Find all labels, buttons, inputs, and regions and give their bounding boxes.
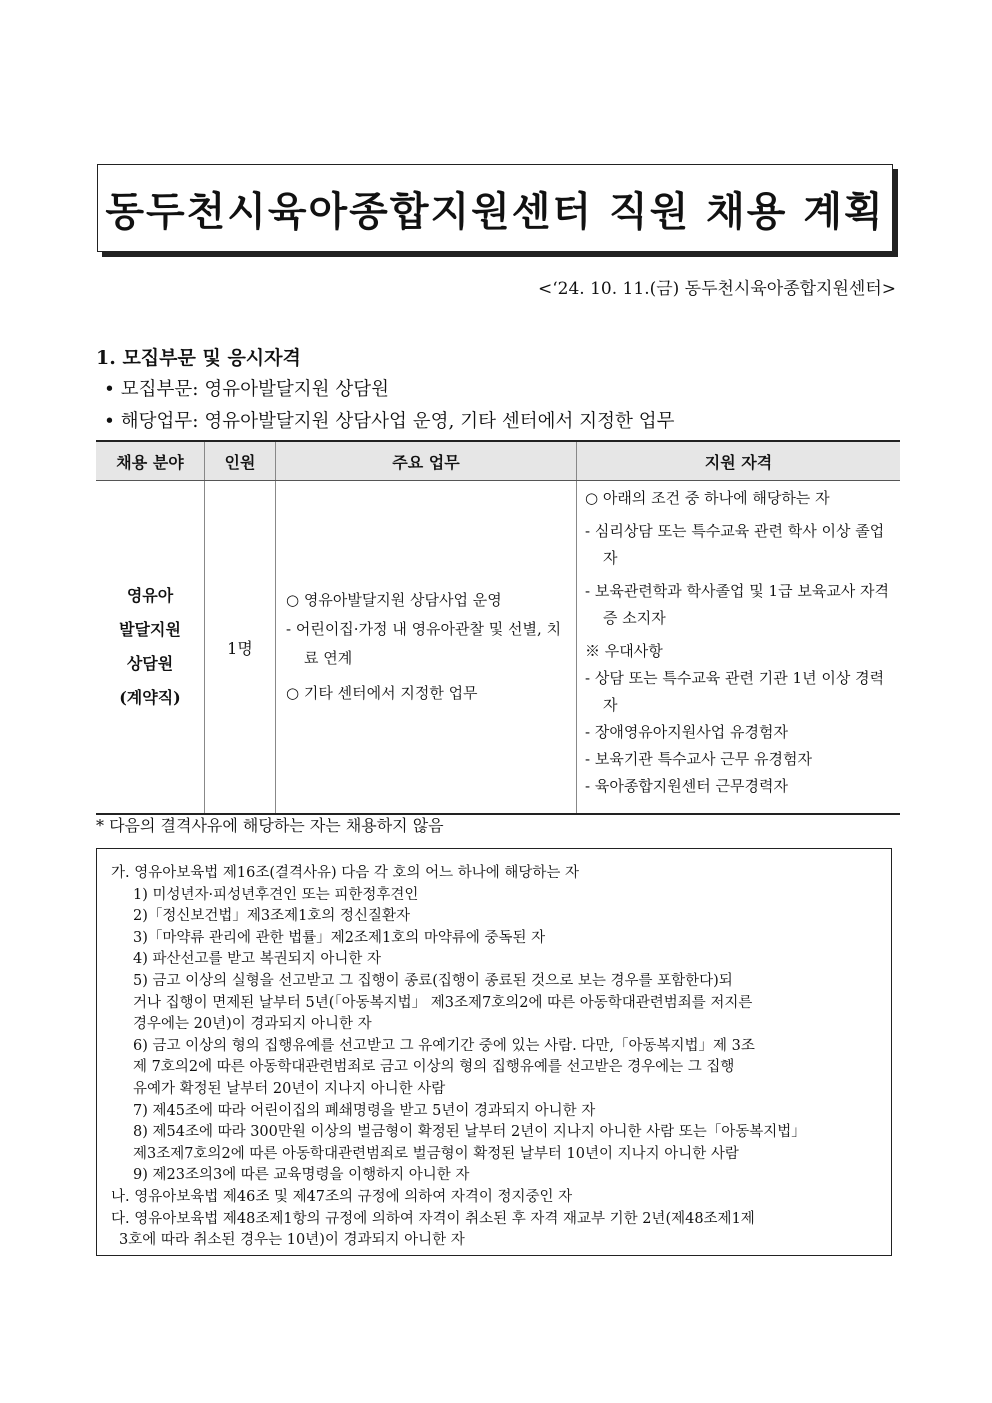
qual-line: - 상담 또는 특수교육 관련 기관 1년 이상 경력자 — [585, 669, 885, 714]
field-line: (계약직) — [119, 688, 181, 707]
field-line: 영유아 — [126, 586, 174, 605]
section-bullets — [104, 374, 674, 438]
disq-line: 8) 제54조에 따라 300만원 이상의 벌금형이 확정된 날부터 2년이 지나지 아니한 사람 또는「아동복지법」 — [133, 1124, 806, 1141]
field-line: 상담원 — [126, 654, 174, 673]
duty-line: ○ 기타 센터에서 지정한 업무 — [286, 684, 478, 702]
disq-line: 거나 집행이 면제된 날부터 5년(「아동복지법」 제3조제7호의2에 따른 아동학대관련범죄를 저지른 — [133, 994, 753, 1011]
disq-line: 다. 영유아보육법 제48조제1항의 규정에 의하여 자격이 취소된 후 자격 재교부 기한 2년(제48조제1제 — [111, 1210, 755, 1227]
field-line: 발달지원 — [119, 620, 181, 639]
header-field: 채용 분야 — [96, 441, 205, 481]
disq-line: 가. 영유아보육법 제16조(결격사유) 다음 각 호의 어느 하나에 해당하는 자 — [111, 865, 580, 881]
disq-line: 제3조제7호의2에 따른 아동학대관련범죄로 벌금형이 확정된 날부터 10년이 지나지 아니한 사람 — [133, 1145, 739, 1162]
bullet-item: • 모집부문: 영유아발달지원 상담원 — [104, 374, 674, 406]
page-title: 동두천시육아종합지원센터 직원 채용 계획 — [105, 187, 885, 235]
qual-line: - 심리상담 또는 특수교육 관련 학사 이상 졸업자 — [585, 522, 885, 567]
cell-duties — [276, 481, 577, 815]
bullet-item: • 해당업무: 영유아발달지원 상담사업 운영, 기타 센터에서 지정한 업무 — [104, 406, 674, 438]
disq-line: 4) 파산선고를 받고 복권되지 아니한 자 — [133, 951, 382, 968]
cell-field — [96, 481, 205, 815]
duty-line: - 어린이집·가정 내 영유아관찰 및 선별, 치료 연계 — [286, 620, 562, 667]
cell-count: 1명 — [205, 481, 276, 815]
qual-line: ○ 아래의 조건 중 하나에 해당하는 자 — [585, 489, 830, 507]
recruitment-table — [96, 440, 900, 815]
qual-line: - 장애영유아지원사업 유경험자 — [585, 723, 788, 741]
disq-line: 1) 미성년자·피성년후견인 또는 피한정후견인 — [133, 886, 419, 903]
disq-line: 제 7호의2에 따른 아동학대관련범죄로 금고 이상의 형의 집행유예를 선고받은 경우에는 그 집행 — [133, 1059, 735, 1076]
qual-line: - 보육관련학과 학사졸업 및 1급 보육교사 자격증 소지자 — [585, 582, 890, 627]
disq-line: 3호에 따라 취소된 경우는 10년)이 경과되지 아니한 자 — [119, 1232, 465, 1249]
disq-line: 7) 제45조에 따라 어린이집의 폐쇄명령을 받고 5년이 경과되지 아니한 자 — [133, 1102, 596, 1119]
cell-qualifications — [577, 481, 901, 815]
disq-line: 5) 금고 이상의 실형을 선고받고 그 집행이 종료(집행이 종료된 것으로 보는 경우를 포함한다)되 — [133, 972, 733, 989]
disqualification-box — [96, 848, 892, 1256]
disq-line: 6) 금고 이상의 형의 집행유예를 선고받고 그 유예기간 중에 있는 사람. 다만,「아동복지법」제 3조 — [133, 1037, 755, 1054]
disq-line: 9) 제23조의3에 따른 교육명령을 이행하지 아니한 자 — [133, 1167, 470, 1184]
disq-line: 나. 영유아보육법 제46조 및 제47조의 규정에 의하여 자격이 정지중인 자 — [111, 1188, 573, 1205]
header-duties: 주요 업무 — [276, 441, 577, 481]
disq-line: 2)「정신보건법」제3조제1호의 정신질환자 — [133, 908, 411, 925]
disq-line: 유예가 확정된 날부터 20년이 지나지 아니한 사람 — [133, 1080, 446, 1097]
date-line: <‘24. 10. 11.(금) 동두천시육아종합지원센터> — [538, 279, 896, 299]
qual-line: ※ 우대사항 — [585, 642, 663, 660]
disq-line: 경우에는 20년)이 경과되지 아니한 자 — [133, 1016, 372, 1033]
title-box — [97, 164, 893, 252]
disqualification-note: * 다음의 결격사유에 해당하는 자는 채용하지 않음 — [96, 816, 444, 835]
qual-line: - 보육기관 특수교사 근무 유경험자 — [585, 750, 813, 768]
header-count: 인원 — [205, 441, 276, 481]
section-heading: 1. 모집부문 및 응시자격 — [96, 347, 301, 369]
disq-line: 3)「마약류 관리에 관한 법률」제2조제1호의 마약류에 중독된 자 — [133, 929, 546, 946]
duty-line: ○ 영유아발달지원 상담사업 운영 — [286, 591, 502, 609]
qual-line: - 육아종합지원센터 근무경력자 — [585, 777, 788, 795]
header-qualifications: 지원 자격 — [577, 441, 901, 481]
